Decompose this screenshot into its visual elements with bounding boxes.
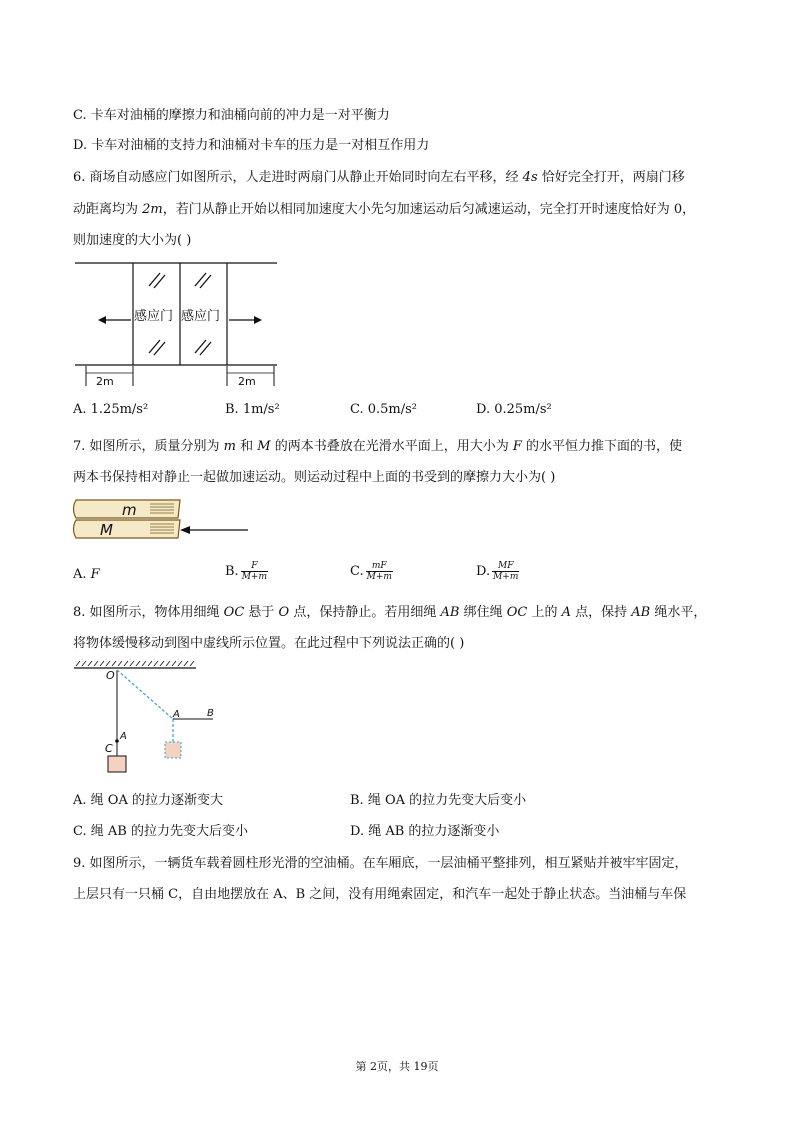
q6-stem-line2: 动距离均为 2m，若门从静止开始以相同加速度大小先匀加速运动后匀减速运动，完全打开时速度恰好为 0，	[73, 202, 696, 217]
q7-option-b: B. $\frac{F}{M+m}$	[225, 561, 267, 582]
q5-option-d: D. 卡车对油桶的支持力和油桶对卡车的压力是一对相互作用力	[73, 138, 430, 153]
q6-option-c: C. 0.5m/s²	[350, 402, 418, 417]
q6-option-b: B. 1m/s²	[225, 402, 280, 417]
q8-stem-line1: 8. 如图所示，物体用细绳 OC 悬于 O 点，保持静止。若用细绳 AB 绑住绳 OC 上的 A 点，保持 AB 绳水平，	[73, 605, 707, 620]
q7-stem-line2: 两本书保持相对静止一起做加速运动。则运动过程中上面的书受到的摩擦力大小为( )	[73, 470, 556, 485]
q6-door-figure	[70, 258, 285, 393]
q5-option-c: C. 卡车对油桶的摩擦力和油桶向前的冲力是一对平衡力	[73, 108, 390, 123]
book-label-m: m	[122, 501, 137, 519]
q7-option-a: A. F	[73, 567, 100, 582]
door-label-left: 感应门	[134, 309, 174, 324]
q8-option-a: A. 绳 OA 的拉力逐渐变大	[73, 793, 223, 808]
q7-books-figure	[70, 496, 255, 546]
dist-right: 2m	[238, 375, 256, 388]
q6-option-a: A. 1.25m/s²	[73, 402, 149, 417]
q8-option-c: C. 绳 AB 的拉力先变大后变小	[73, 824, 248, 839]
q8-stem-line2: 将物体缓慢移动到图中虚线所示位置。在此过程中下列说法正确的( )	[73, 636, 465, 651]
q8-rope-figure	[70, 660, 230, 780]
q7-stem-line1: 7. 如图所示，质量分别为 m 和 M 的两本书叠放在光滑水平面上，用大小为 F 的水平恒力推下面的书，使	[73, 439, 683, 454]
door-label-right: 感应门	[181, 309, 221, 324]
dist-left: 2m	[96, 375, 114, 388]
q9-stem-line1: 9. 如图所示，一辆货车载着圆柱形光滑的空油桶。在车厢底，一层油桶平整排列，相互紧贴并被牢牢固定，	[73, 856, 688, 871]
q6-stem-line3: 则加速度的大小为( )	[73, 233, 192, 248]
q6-stem-line1: 6. 商场自动感应门如图所示，人走进时两扇门从静止开始同时向左右平移，经 4s 恰好完全打开，两扇门移	[73, 170, 685, 185]
label-A-original: A	[120, 731, 127, 742]
q6-option-d: D. 0.25m/s²	[476, 402, 552, 417]
q7-option-c: C. $\frac{mF}{M+m}$	[350, 561, 392, 582]
label-C: C	[105, 742, 113, 755]
q9-stem-line2: 上层只有一只桶 C，自由地摆放在 A、B 之间，没有用绳索固定，和汽车一起处于静止状态。当油桶与车保	[73, 887, 687, 902]
book-label-M: M	[100, 521, 113, 539]
label-O: O	[106, 669, 115, 682]
page-footer: 第 2页，共 19页	[355, 1060, 439, 1073]
q8-option-d: D. 绳 AB 的拉力逐渐变小	[350, 824, 500, 839]
q8-option-b: B. 绳 OA 的拉力先变大后变小	[350, 793, 527, 808]
label-A-moved: A	[173, 709, 180, 720]
label-B: B	[207, 708, 214, 719]
q7-option-d: D. $\frac{MF}{M+m}$	[476, 561, 519, 582]
